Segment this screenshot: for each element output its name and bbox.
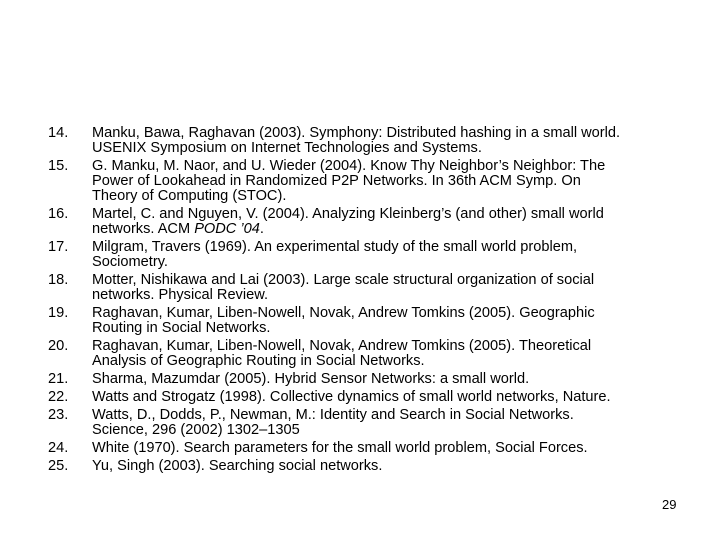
reference-text: [92, 159, 702, 204]
reference-text: [92, 240, 702, 270]
reference-number: 14.: [48, 125, 69, 141]
reference-item: [0, 207, 720, 237]
reference-line: G. Manku, M. Naor, and U. Wieder (2004). Know Thy Neighbor’s Neighbor: The: [92, 158, 606, 174]
reference-text: [92, 372, 702, 387]
reference-line: networks. Physical Review.: [92, 287, 269, 303]
reference-item: [0, 126, 720, 156]
reference-number: 21.: [48, 371, 69, 387]
reference-line: Watts, D., Dodds, P., Newman, M.: Identity and Search in Social Networks.: [92, 407, 574, 423]
page-number: 29: [662, 497, 677, 512]
reference-text: [92, 390, 702, 405]
reference-item: [0, 390, 720, 405]
reference-line-prefix: networks. ACM: [92, 221, 195, 237]
reference-number: 25.: [48, 458, 69, 474]
reference-number: 23.: [48, 407, 69, 423]
reference-line: USENIX Symposium on Internet Technologies and Systems.: [92, 140, 482, 156]
reference-number: 15.: [48, 158, 69, 174]
reference-line: Martel, C. and Nguyen, V. (2004). Analyzing Kleinberg’s (and other) small world: [92, 206, 604, 222]
reference-item: [0, 240, 720, 270]
reference-list: [0, 126, 720, 477]
reference-text: [92, 441, 702, 456]
reference-item: [0, 372, 720, 387]
reference-number: 24.: [48, 440, 69, 456]
reference-line: Theory of Computing (STOC).: [92, 188, 287, 204]
reference-text: [92, 207, 702, 237]
reference-number: 22.: [48, 389, 69, 405]
reference-line: Science, 296 (2002) 1302–1305: [92, 422, 300, 438]
reference-text: [92, 459, 702, 474]
reference-line-suffix: .: [259, 221, 264, 237]
reference-line: Raghavan, Kumar, Liben-Nowell, Novak, Andrew Tomkins (2005). Theoretical: [92, 338, 592, 354]
reference-line: White (1970). Search parameters for the small world problem, Social Forces.: [92, 440, 588, 456]
reference-line: Milgram, Travers (1969). An experimental study of the small world problem,: [92, 239, 578, 255]
reference-item: [0, 273, 720, 303]
reference-line: Watts and Strogatz (1998). Collective dynamics of small world networks, Nature.: [92, 389, 611, 405]
reference-item: [0, 441, 720, 456]
reference-line: Raghavan, Kumar, Liben-Nowell, Novak, Andrew Tomkins (2005). Geographic: [92, 305, 595, 321]
reference-text: [92, 408, 702, 438]
reference-line: Motter, Nishikawa and Lai (2003). Large scale structural organization of social: [92, 272, 595, 288]
reference-number: 16.: [48, 206, 69, 222]
reference-item: [0, 339, 720, 369]
reference-item: [0, 408, 720, 438]
reference-text: [92, 306, 702, 336]
reference-text: [92, 126, 702, 156]
reference-number: 18.: [48, 272, 69, 288]
reference-line: Sociometry.: [92, 254, 168, 270]
reference-text: [92, 273, 702, 303]
reference-text: [92, 339, 702, 369]
reference-line: Sharma, Mazumdar (2005). Hybrid Sensor Networks: a small world.: [92, 371, 530, 387]
reference-line: Yu, Singh (2003). Searching social networks.: [92, 458, 383, 474]
reference-item: [0, 459, 720, 474]
reference-item: [0, 159, 720, 204]
reference-number: 17.: [48, 239, 69, 255]
reference-item: [0, 306, 720, 336]
reference-number: 19.: [48, 305, 69, 321]
conference-name: PODC ’04: [194, 221, 260, 237]
reference-line: [92, 222, 702, 237]
reference-line: Analysis of Geographic Routing in Social Networks.: [92, 353, 425, 369]
reference-line: Power of Lookahead in Randomized P2P Networks. In 36th ACM Symp. On: [92, 173, 581, 189]
reference-line: Routing in Social Networks.: [92, 320, 271, 336]
reference-line: Manku, Bawa, Raghavan (2003). Symphony: Distributed hashing in a small world.: [92, 125, 621, 141]
reference-number: 20.: [48, 338, 69, 354]
